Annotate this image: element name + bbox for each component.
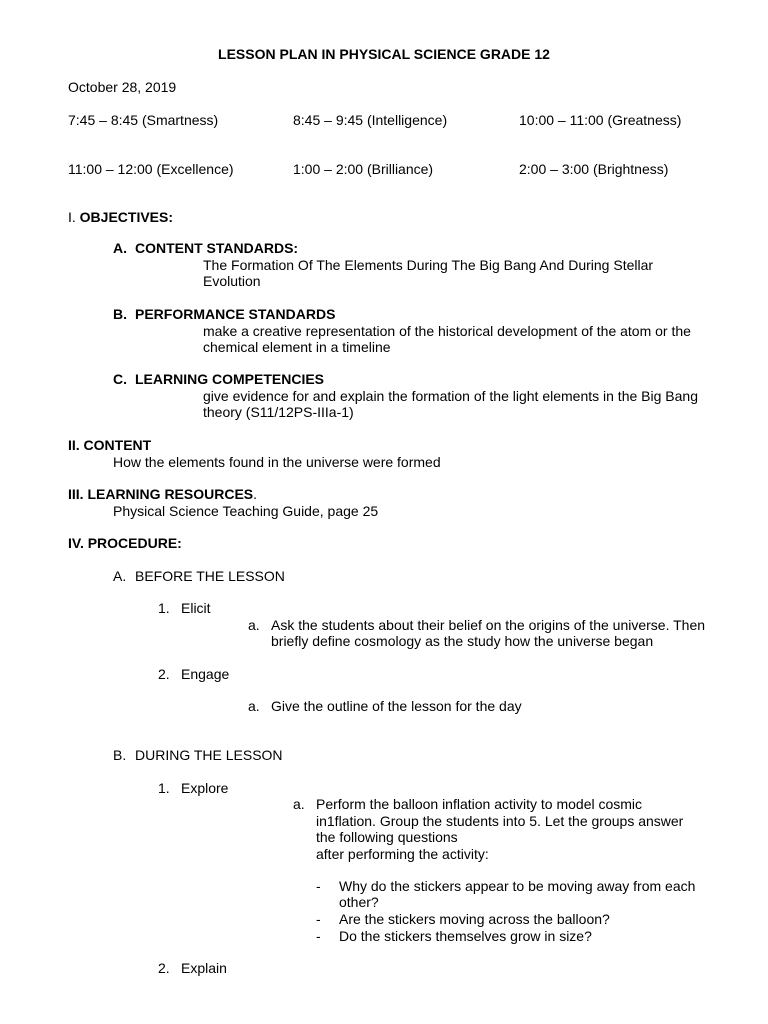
section-numeral: I.: [68, 209, 76, 225]
list-marker: A.: [113, 240, 127, 256]
list-marker: 1.: [158, 780, 170, 796]
schedule-slot: 11:00 – 12:00 (Excellence): [68, 161, 234, 177]
during-lesson-label: DURING THE LESSON: [135, 747, 283, 763]
performance-standards-text: chemical element in a timeline: [203, 339, 391, 355]
learning-competencies-text: give evidence for and explain the formation of the light elements in the Big Bang: [203, 388, 698, 404]
question-text: other?: [339, 894, 379, 910]
question-dash: -: [316, 878, 321, 894]
content-standards-text: The Formation Of The Elements During The Big Bang And During Stellar: [203, 257, 654, 273]
explore-activity-text: Perform the balloon inflation activity to model cosmic: [316, 796, 643, 812]
elicit-activity-text: Ask the students about their belief on the origins of the universe. Then: [271, 617, 706, 633]
list-marker: C.: [113, 371, 127, 387]
question-text: Do the stickers themselves grow in size?: [339, 928, 592, 944]
list-marker: a.: [248, 617, 260, 633]
learning-competencies-heading: LEARNING COMPETENCIES: [135, 371, 325, 387]
elicit-activity-text: briefly define cosmology as the study how the universe began: [271, 633, 654, 649]
explain-label: Explain: [181, 960, 227, 976]
section-heading-text: III. LEARNING RESOURCES: [68, 486, 254, 502]
before-lesson-label: BEFORE THE LESSON: [135, 568, 285, 584]
explore-activity-text: in1flation. Group the students into 5. Let the groups answer: [316, 813, 684, 829]
learning-competencies-text: theory (S11/12PS-IIIa-1): [203, 404, 354, 420]
objectives-section-heading: [68, 209, 173, 226]
question-dash: -: [316, 911, 321, 927]
engage-label: Engage: [181, 666, 230, 682]
page-title: LESSON PLAN IN PHYSICAL SCIENCE GRADE 12: [218, 46, 550, 62]
explore-activity-text: the following questions: [316, 829, 458, 845]
content-text: How the elements found in the universe were formed: [113, 454, 441, 470]
content-standards-heading: CONTENT STANDARDS:: [135, 240, 299, 256]
list-marker: a.: [248, 698, 260, 714]
list-marker: B.: [113, 306, 127, 322]
list-marker: 2.: [158, 960, 170, 976]
content-section-heading: II. CONTENT: [68, 437, 152, 453]
schedule-slot: 1:00 – 2:00 (Brilliance): [293, 161, 434, 177]
lesson-date: October 28, 2019: [68, 79, 177, 95]
list-marker: 1.: [158, 600, 170, 616]
schedule-slot: 8:45 – 9:45 (Intelligence): [293, 112, 448, 128]
performance-standards-heading: PERFORMANCE STANDARDS: [135, 306, 336, 322]
list-marker: B.: [113, 747, 127, 763]
list-marker: 2.: [158, 666, 170, 682]
content-standards-text: Evolution: [203, 273, 261, 289]
schedule-slot: 7:45 – 8:45 (Smartness): [68, 112, 219, 128]
heading-period: .: [253, 486, 258, 502]
elicit-label: Elicit: [181, 600, 211, 616]
schedule-slot: 10:00 – 11:00 (Greatness): [519, 112, 682, 128]
list-marker: a.: [293, 796, 305, 812]
question-text: Are the stickers moving across the balloon?: [339, 911, 610, 927]
schedule-slot: 2:00 – 3:00 (Brightness): [519, 161, 669, 177]
engage-activity-text: Give the outline of the lesson for the day: [271, 698, 522, 714]
resources-section-heading: [68, 486, 257, 503]
section-heading-text: OBJECTIVES:: [79, 209, 174, 225]
procedure-section-heading: IV. PROCEDURE:: [68, 535, 182, 551]
list-marker: A.: [113, 568, 127, 584]
performance-standards-text: make a creative representation of the historical development of the atom or the: [203, 323, 691, 339]
question-text: Why do the stickers appear to be moving away from each: [339, 878, 696, 894]
explore-label: Explore: [181, 780, 229, 796]
resources-text: Physical Science Teaching Guide, page 25: [113, 503, 379, 519]
question-dash: -: [316, 928, 321, 944]
explore-activity-text: after performing the activity:: [316, 846, 489, 862]
